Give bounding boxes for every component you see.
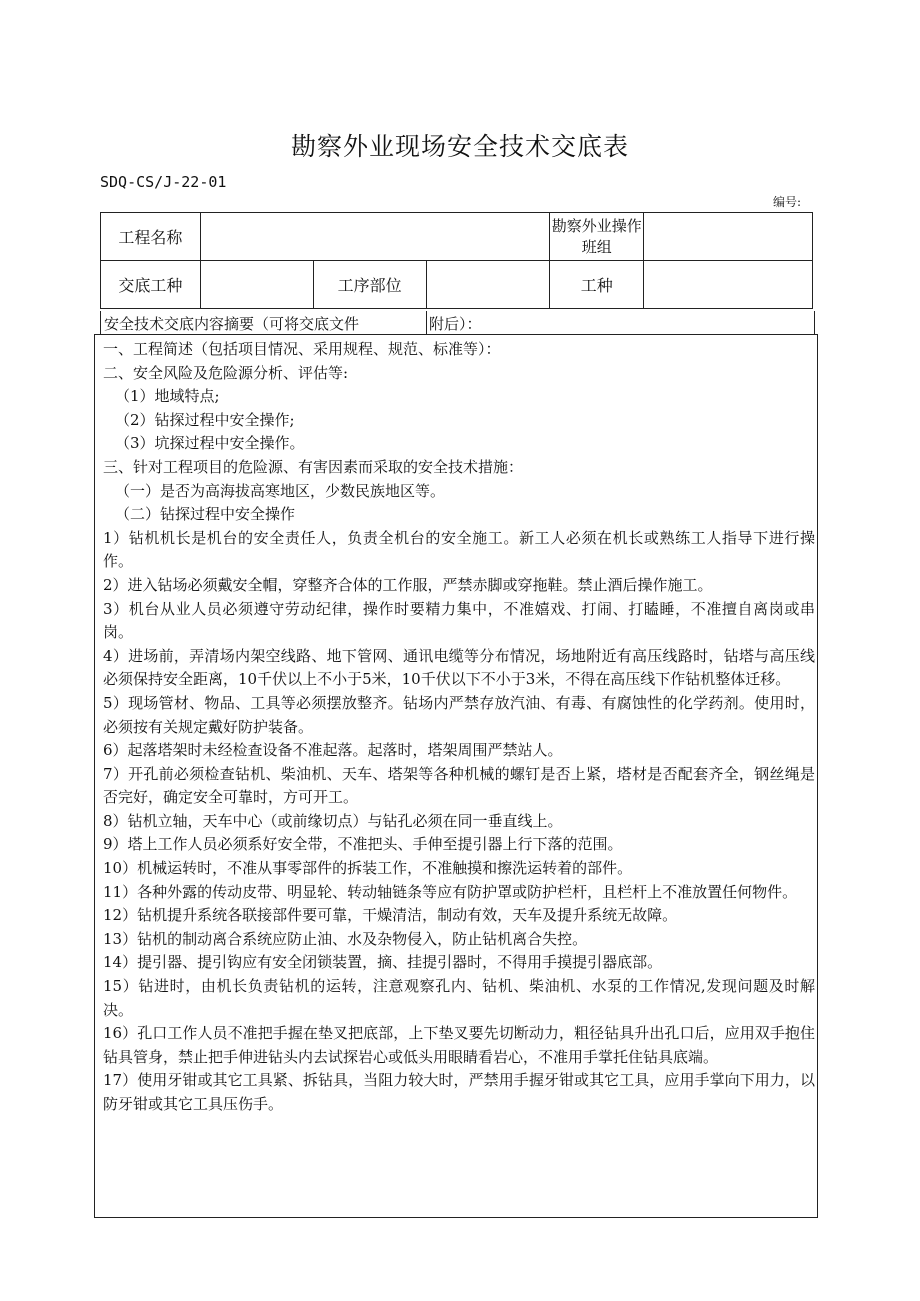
content-line: 二、安全风险及危险源分析、评估等: — [103, 363, 349, 382]
content-line: 一、工程简述（包括项目情况、采用规程、规范、标准等）： — [103, 340, 501, 358]
content-line: （二）钻探过程中安全操作 — [115, 505, 296, 524]
process-value[interactable] — [426, 261, 550, 309]
content-line: 3）机台从业人员必须遵守劳动纪律，操作时要精力集中，不准嬉戏、打闹、打瞌睡，不准擅自离岗或串岗。 — [103, 599, 815, 642]
content-line: 8）钻机立轴，天车中心（或前缘切点）与钻孔必须在同一垂直线上。 — [103, 811, 563, 830]
content-line: 4）进场前，弄清场内架空线路、地下管网、通讯电缆等分布情况，场地附近有高压线路时，钻塔与高压线必须保持安全距离，10千伏以上不小于5米，10千伏以下不小于3米，不得在高压线下作钻机整体迁移。 — [103, 646, 815, 689]
trade-value[interactable] — [644, 261, 813, 309]
content-line: 5）现场管材、物品、工具等必须摆放整齐。钻场内严禁存放汽油、有毒、有腐蚀性的化学药剂。使用时，必须按有关规定戴好防护装备。 — [103, 693, 815, 736]
content-line: 三、针对工程项目的危险源、有害因素而采取的安全技术措施： — [103, 457, 524, 476]
content-line: 6）起落塔架时未经检查设备不准起落。起落时，塔架周围严禁站人。 — [103, 741, 563, 760]
content-line: 11）各种外露的传动皮带、明显轮、转动轴链条等应有防护罩或防护栏杆，且栏杆上不准放置任何物件。 — [103, 882, 798, 901]
summary-label: 安全技术交底内容摘要（可将交底文件 — [104, 315, 360, 333]
content-line: 16）孔口工作人员不准把手握在垫叉把底部，上下垫叉要先切断动力，粗径钻具升出孔口后，应用双手抱住钻具管身，禁止把手伸进钻头内去试探岩心或低头用眼睛看岩心，不准用手掌托住钻具底端。 — [103, 1024, 815, 1066]
content-line: 13）钻机的制动离合系统应防止油、水及杂物侵入，防止钻机离合失控。 — [103, 929, 588, 948]
content-line: （一）是否为高海拔高寒地区，少数民族地区等。 — [115, 481, 446, 500]
process-label: 工序部位 — [313, 261, 426, 309]
trade-label: 工种 — [550, 261, 644, 309]
content-line: 14）提引器、提引钩应有安全闭锁装置，摘、挂提引器时，不得用手摸提引器底部。 — [103, 953, 663, 972]
info-table — [100, 212, 813, 309]
content-line: （2）钻探过程中安全操作; — [115, 410, 295, 429]
content-line: （1）地域特点; — [115, 387, 220, 406]
summary-row — [100, 311, 815, 334]
page-title: 勘察外业现场安全技术交底表 — [290, 132, 629, 161]
project-name-label: 工程名称 — [101, 213, 201, 261]
content-line: 7）开孔前必须检查钻机、柴油机、天车、塔架等各种机械的螺钉是否上紧，塔材是否配套齐全，钢丝绳是否完好，确定安全可靠时，方可开工。 — [103, 764, 815, 807]
content-line: （3）坑探过程中安全操作。 — [115, 434, 305, 453]
content-line: 9）塔上工作人员必须系好安全带，不准把头、手伸至提引器上行下落的范围。 — [103, 835, 623, 854]
disclosure-type-value[interactable] — [200, 261, 313, 309]
content-line: 2）进入钻场必须戴安全帽，穿整齐合体的工作服，严禁赤脚或穿拖鞋。禁止酒后操作施工。 — [103, 575, 713, 594]
team-label: 勘察外业操作班组 — [550, 213, 644, 261]
team-value[interactable] — [644, 213, 813, 261]
serial-number-label: 编号: — [773, 195, 802, 209]
project-name-value[interactable] — [200, 213, 549, 261]
content-box — [94, 334, 818, 1218]
content-line: 10）机械运转时，不准从事零部件的拆装工作，不准触摸和擦洗运转着的部件。 — [103, 859, 633, 878]
content-line: 17）使用牙钳或其它工具紧、拆钻具，当阻力较大时，严禁用手握牙钳或其它工具，应用手掌向下用力，以防牙钳或其它工具压伤手。 — [103, 1071, 815, 1113]
disclosure-type-label: 交底工种 — [101, 261, 201, 309]
content-line: 1）钻机机长是机台的安全责任人，负责全机台的安全施工。新工人必须在机长或熟练工人指导下进行操作。 — [103, 528, 815, 571]
content-line: 12）钻机提升系统各联接部件要可靠，干燥清洁，制动有效，天车及提升系统无故障。 — [103, 906, 678, 925]
summary-label-continued: 附后）： — [429, 315, 482, 333]
content-line: 15）钻进时，由机长负责钻机的运转，注意观察孔内、钻机、柴油机、水泵的工作情况,发现问题及时解决。 — [103, 977, 815, 1019]
document-code: SDQ-CS/J-22-01 — [100, 173, 227, 191]
summary-divider — [426, 311, 427, 334]
